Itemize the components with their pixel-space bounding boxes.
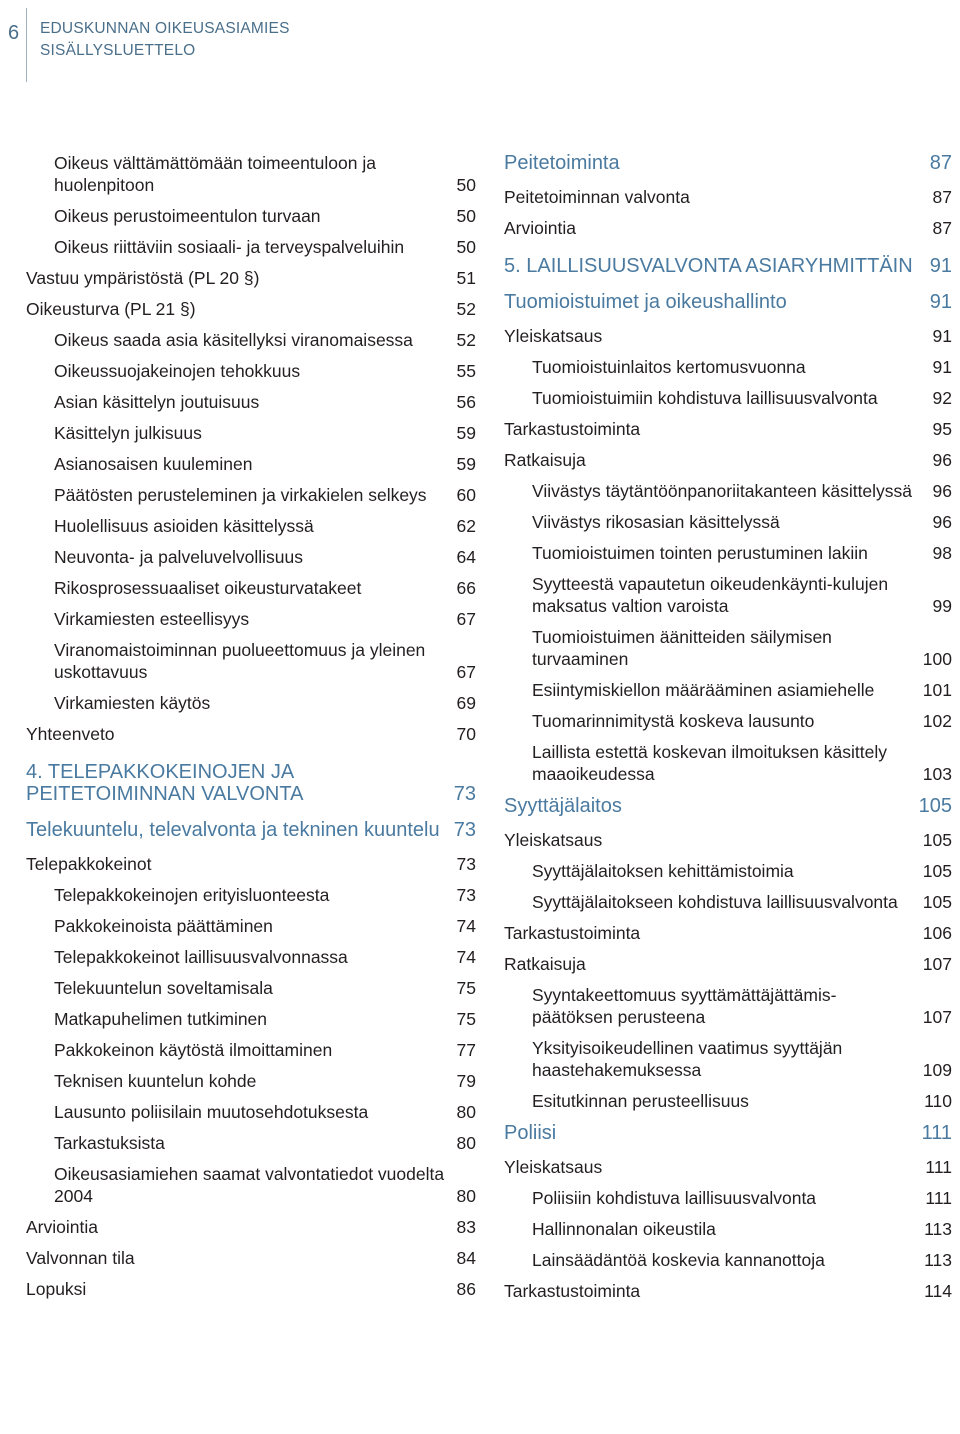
toc-entry-title: Ratkaisuja [504, 450, 586, 470]
toc-entry-title: Yhteenveto [26, 724, 115, 744]
toc-entry-title: Esitutkinnan perusteellisuus [532, 1091, 749, 1111]
toc-entry-title: Lopuksi [26, 1279, 87, 1299]
toc-entry-title: Syyttäjälaitoksen kehittämistoimia [532, 861, 794, 881]
toc-page-number: 102 [922, 711, 952, 731]
toc-section-heading [504, 795, 952, 817]
toc-entry-title: Päätösten perusteleminen ja virkakielen selkeys [54, 485, 427, 505]
toc-subentry [26, 1008, 476, 1030]
toc-subentry [26, 915, 476, 937]
toc-subentry [504, 387, 952, 409]
toc-entry-title: Tarkastustoiminta [504, 419, 641, 439]
toc-page-number: 77 [456, 1040, 476, 1060]
toc-page-number: 105 [918, 795, 952, 817]
toc-subentry [26, 692, 476, 714]
toc-page-number: 70 [456, 724, 476, 744]
toc-page-number: 107 [922, 954, 952, 974]
toc-column-left [26, 152, 476, 1309]
toc-page-number: 100 [922, 649, 952, 669]
toc-entry [26, 267, 476, 289]
toc-page-number: 56 [456, 392, 476, 412]
toc-page-number: 109 [922, 1060, 952, 1080]
toc-section-heading [504, 152, 952, 174]
toc-page-number: 51 [456, 268, 476, 288]
toc-entry-title: Oikeus perustoimeentulon turvaan [54, 206, 321, 226]
toc-entry-title: Viivästys rikosasian käsittelyssä [532, 512, 780, 532]
toc-entry-title: Oikeus saada asia käsitellyksi viranomaisessa [54, 330, 413, 350]
toc-subentry [26, 152, 476, 196]
toc-subentry [26, 236, 476, 258]
toc-page-number: 91 [929, 291, 952, 313]
toc-subentry [26, 1039, 476, 1061]
toc-entry-title: Tuomioistuimen äänitteiden säilymisen turvaaminen [532, 627, 832, 669]
toc-entry-title: Tuomioistuimet ja oikeushallinto [504, 291, 787, 313]
toc-entry-title: Yleiskatsaus [504, 326, 603, 346]
toc-entry [26, 298, 476, 320]
toc-entry-title: Oikeussuojakeinojen tehokkuus [54, 361, 301, 381]
toc-entry-title: Teknisen kuuntelun kohde [54, 1071, 257, 1091]
toc-chapter-heading [26, 761, 476, 805]
running-header [40, 18, 290, 62]
toc-page-number: 67 [456, 609, 476, 629]
toc-subentry [504, 356, 952, 378]
toc-section-heading [504, 291, 952, 313]
toc-page-number: 107 [922, 1007, 952, 1027]
toc-entry-title: Lausunto poliisilain muutosehdotuksesta [54, 1102, 369, 1122]
toc-page-number: 60 [456, 485, 476, 505]
toc-page-number: 50 [456, 237, 476, 257]
toc-entry-title: Peitetoiminnan valvonta [504, 187, 690, 207]
toc-entry [504, 186, 952, 208]
toc-entry [26, 853, 476, 875]
toc-entry [504, 325, 952, 347]
toc-page-number: 52 [456, 299, 476, 319]
toc-page-number: 87 [932, 187, 952, 207]
toc-entry-title: Virkamiesten käytös [54, 693, 211, 713]
toc-subentry [504, 626, 952, 670]
toc-page-number: 110 [924, 1091, 952, 1111]
toc-page-number: 55 [456, 361, 476, 381]
toc-page-number: 91 [932, 326, 952, 346]
toc-subentry [26, 1070, 476, 1092]
toc-page-number: 99 [932, 596, 952, 616]
toc-page-number: 75 [456, 1009, 476, 1029]
toc-page-number: 64 [456, 547, 476, 567]
toc-entry-title: Oikeus välttämättömään toimeentuloon ja huolenpitoon [54, 153, 376, 195]
toc-entry-title: Tuomioistuimiin kohdistuva laillisuusvalvonta [532, 388, 878, 408]
toc-entry-title: Telekuuntelun soveltamisala [54, 978, 273, 998]
toc-entry-title: Telepakkokeinojen erityisluonteesta [54, 885, 330, 905]
toc-subentry [504, 511, 952, 533]
toc-page-number: 79 [456, 1071, 476, 1091]
toc-page-number: 96 [932, 450, 952, 470]
toc-entry-title: Peitetoiminta [504, 152, 620, 174]
toc-entry-title: Tarkastuksista [54, 1133, 165, 1153]
toc-entry [26, 1216, 476, 1238]
toc-page-number: 75 [456, 978, 476, 998]
toc-entry-title: Rikosprosessuaaliset oikeusturvatakeet [54, 578, 362, 598]
toc-entry-title: Viranomaistoiminnan puolueettomuus ja yleinen uskottavuus [54, 640, 426, 682]
toc-page-number: 74 [456, 947, 476, 967]
toc-entry-title: Poliisiin kohdistuva laillisuusvalvonta [532, 1188, 817, 1208]
toc-entry-title: Telekuuntelu, televalvonta ja tekninen kuuntelu [26, 819, 440, 841]
toc-entry-title: Yksityisoikeudellinen vaatimus syyttäjän haastehakemuksessa [532, 1038, 843, 1080]
toc-page-number: 105 [922, 892, 952, 912]
toc-page-number: 74 [456, 916, 476, 936]
toc-page-number: 105 [922, 861, 952, 881]
toc-page-number: 111 [925, 1188, 952, 1208]
toc-subentry [26, 360, 476, 382]
toc-page-number: 80 [456, 1133, 476, 1153]
toc-entry-title: 5. LAILLISUUSVALVONTA ASIARYHMITTÄIN [504, 255, 913, 277]
toc-page-number: 101 [922, 680, 952, 700]
toc-entry-title: Syyttäjälaitokseen kohdistuva laillisuusvalvonta [532, 892, 898, 912]
toc-entry [504, 418, 952, 440]
toc-subentry [26, 422, 476, 444]
header-publication-title: EDUSKUNNAN OIKEUSASIAMIES [40, 20, 290, 37]
toc-page-number: 80 [456, 1186, 476, 1206]
toc-subentry [26, 608, 476, 630]
toc-page-number: 111 [925, 1157, 952, 1177]
toc-entry-title: Käsittelyn julkisuus [54, 423, 202, 443]
toc-page-number: 95 [932, 419, 952, 439]
toc-subentry [26, 1101, 476, 1123]
toc-page-number: 80 [456, 1102, 476, 1122]
toc-entry [26, 723, 476, 745]
toc-page-number: 66 [456, 578, 476, 598]
toc-entry [504, 217, 952, 239]
toc-subentry [26, 546, 476, 568]
toc-entry-title: Yleiskatsaus [504, 1157, 603, 1177]
toc-subentry [504, 1218, 952, 1240]
toc-entry-title: Lainsäädäntöä koskevia kannanottoja [532, 1250, 825, 1270]
toc-entry-title: Asianosaisen kuuleminen [54, 454, 253, 474]
toc-subentry [26, 577, 476, 599]
toc-subentry [26, 1163, 476, 1207]
toc-entry-title: Tuomioistuimen tointen perustuminen lakiin [532, 543, 868, 563]
toc-entry-title: Tuomarinnimitystä koskeva lausunto [532, 711, 815, 731]
toc-page-number: 73 [453, 783, 476, 805]
toc-subentry [26, 977, 476, 999]
toc-subentry [26, 391, 476, 413]
toc-page-number: 62 [456, 516, 476, 536]
toc-entry-title: Pakkokeinoista päättäminen [54, 916, 273, 936]
toc-entry [504, 1280, 952, 1302]
toc-page-number: 67 [456, 662, 476, 682]
toc-entry-title: Esiintymiskiellon määrääminen asiamiehelle [532, 680, 875, 700]
toc-column-right [504, 152, 952, 1311]
header-divider [26, 8, 27, 82]
toc-page-number: 50 [456, 175, 476, 195]
toc-subentry [26, 884, 476, 906]
toc-section-heading [504, 1122, 952, 1144]
toc-page-number: 87 [929, 152, 952, 174]
toc-subentry [26, 515, 476, 537]
toc-subentry [26, 453, 476, 475]
toc-entry-title: Yleiskatsaus [504, 830, 603, 850]
toc-page-number: 113 [924, 1250, 952, 1270]
toc-subentry [504, 679, 952, 701]
toc-entry-title: Tuomioistuinlaitos kertomusvuonna [532, 357, 806, 377]
toc-page-number: 59 [456, 454, 476, 474]
toc-subentry [26, 639, 476, 683]
toc-entry-title: Telepakkokeinot laillisuusvalvonnassa [54, 947, 348, 967]
toc-entry-title: Tarkastustoiminta [504, 1281, 641, 1301]
toc-section-heading [26, 819, 476, 841]
toc-entry [504, 953, 952, 975]
toc-entry-title: Asian käsittelyn joutuisuus [54, 392, 260, 412]
toc-entry [26, 1247, 476, 1269]
toc-page-number: 50 [456, 206, 476, 226]
toc-chapter-heading [504, 255, 952, 277]
toc-entry-title: Matkapuhelimen tutkiminen [54, 1009, 268, 1029]
toc-entry-title: Syyttäjälaitos [504, 795, 622, 817]
toc-entry [504, 922, 952, 944]
toc-page-number: 87 [932, 218, 952, 238]
toc-entry-title: Virkamiesten esteellisyys [54, 609, 250, 629]
toc-entry-title: Laillista estettä koskevan ilmoituksen käsittely maaoikeudessa [532, 742, 888, 784]
toc-page-number: 73 [456, 885, 476, 905]
toc-subentry [504, 542, 952, 564]
toc-entry [504, 449, 952, 471]
toc-page-number: 96 [932, 512, 952, 532]
toc-entry-title: Telepakkokeinot [26, 854, 152, 874]
toc-subentry [26, 946, 476, 968]
toc-page-number: 91 [932, 357, 952, 377]
toc-entry-title: Syyntakeettomuus syyttämättäjättämis-päätöksen perusteena [532, 985, 837, 1027]
toc-subentry [504, 741, 952, 785]
toc-subentry [504, 480, 952, 502]
toc-entry-title: Vastuu ympäristöstä (PL 20 §) [26, 268, 260, 288]
toc-page-number: 73 [453, 819, 476, 841]
toc-page-number: 86 [456, 1279, 476, 1299]
toc-entry [504, 829, 952, 851]
toc-page-number: 111 [921, 1122, 952, 1144]
toc-page-number: 113 [924, 1219, 952, 1239]
toc-page-number: 103 [922, 764, 952, 784]
toc-page-number: 114 [924, 1281, 952, 1301]
toc-entry-title: 4. TELEPAKKOKEINOJEN JA PEITETOIMINNAN VALVONTA [26, 761, 304, 805]
toc-page-number: 83 [456, 1217, 476, 1237]
page-number: 6 [8, 22, 20, 44]
toc-subentry [504, 860, 952, 882]
toc-page-number: 52 [456, 330, 476, 350]
toc-entry-title: Pakkokeinon käytöstä ilmoittaminen [54, 1040, 333, 1060]
toc-page-number: 92 [932, 388, 952, 408]
toc-subentry [26, 1132, 476, 1154]
toc-page-number: 73 [456, 854, 476, 874]
toc-page-number: 69 [456, 693, 476, 713]
toc-entry-title: Ratkaisuja [504, 954, 586, 974]
toc-subentry [504, 984, 952, 1028]
toc-page-number: 96 [932, 481, 952, 501]
header-section-title: SISÄLLYSLUETTELO [40, 42, 196, 59]
toc-entry-title: Huolellisuus asioiden käsittelyssä [54, 516, 314, 536]
toc-entry-title: Arviointia [26, 1217, 98, 1237]
toc-entry-title: Oikeusasiamiehen saamat valvontatiedot vuodelta 2004 [54, 1164, 445, 1206]
toc-entry-title: Valvonnan tila [26, 1248, 135, 1268]
toc-subentry [504, 573, 952, 617]
toc-subentry [504, 710, 952, 732]
toc-subentry [504, 1090, 952, 1112]
toc-subentry [504, 1187, 952, 1209]
toc-entry-title: Oikeus riittäviin sosiaali- ja terveyspalveluihin [54, 237, 405, 257]
toc-page-number: 91 [929, 255, 952, 277]
toc-page-number: 106 [922, 923, 952, 943]
toc-page-number: 105 [922, 830, 952, 850]
toc-entry-title: Neuvonta- ja palveluvelvollisuus [54, 547, 304, 567]
toc-subentry [26, 205, 476, 227]
toc-entry-title: Hallinnonalan oikeustila [532, 1219, 716, 1239]
toc-entry-title: Oikeusturva (PL 21 §) [26, 299, 196, 319]
toc-subentry [26, 329, 476, 351]
toc-entry-title: Tarkastustoiminta [504, 923, 641, 943]
toc-subentry [504, 1249, 952, 1271]
toc-page-number: 98 [932, 543, 952, 563]
toc-entry-title: Syytteestä vapautetun oikeudenkäynti-kulujen maksatus valtion varoista [532, 574, 889, 616]
toc-entry [26, 1278, 476, 1300]
toc-entry [504, 1156, 952, 1178]
toc-subentry [504, 1037, 952, 1081]
toc-subentry [26, 484, 476, 506]
toc-entry-title: Poliisi [504, 1122, 557, 1144]
toc-page-number: 84 [456, 1248, 476, 1268]
toc-subentry [504, 891, 952, 913]
toc-page-number: 59 [456, 423, 476, 443]
toc-entry-title: Arviointia [504, 218, 576, 238]
toc-entry-title: Viivästys täytäntöönpanoriitakanteen käsittelyssä [532, 481, 913, 501]
